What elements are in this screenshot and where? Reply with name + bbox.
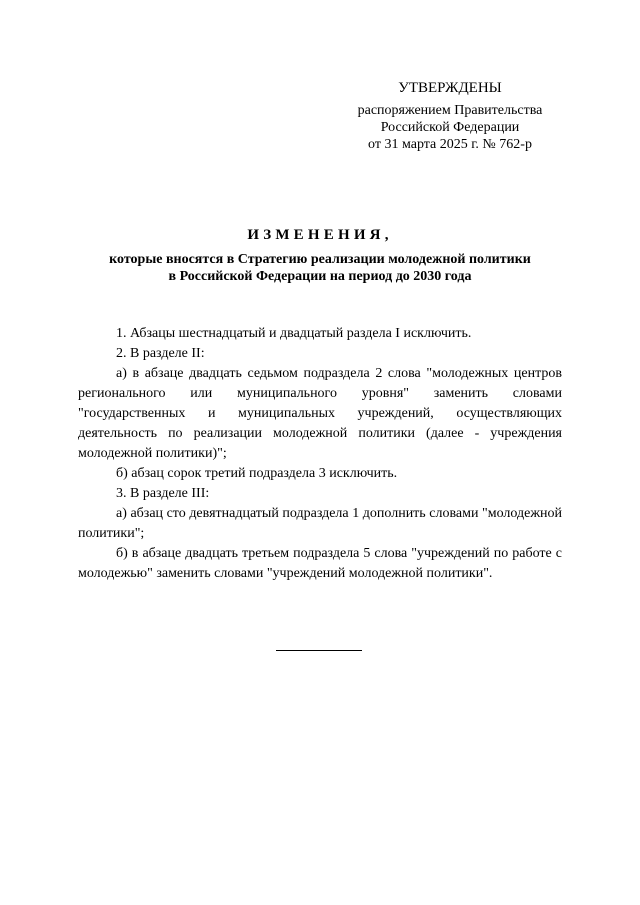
paragraph-3: а) в абзаце двадцать седьмом подраздела 2 слова "молодежных центров регионального или муниципального уровня" заменить словами "государственных и муниципальных учреждений, осуществляющих деятельность по реализации молодежной политики (далее - учреждения молодежной политики)";	[78, 366, 562, 461]
paragraph-4: б) абзац сорок третий подраздела 3 исключить.	[116, 466, 398, 481]
approval-line-3: от 31 марта 2025 г. № 762-р	[368, 137, 532, 152]
approval-line-2: Российской Федерации	[380, 120, 520, 135]
paragraph-5: 3. В разделе III:	[116, 486, 210, 501]
subtitle-line-2: в Российской Федерации на период до 2030 года	[168, 269, 472, 284]
end-separator-line	[276, 650, 362, 651]
subtitle-line-1: которые вносятся в Стратегию реализации молодежной политики	[109, 252, 531, 267]
document-body	[78, 324, 562, 584]
approval-line-1: распоряжением Правительства	[357, 103, 543, 118]
document-subtitle	[78, 251, 562, 285]
approval-block	[340, 80, 560, 153]
document-title: ИЗМЕНЕНИЯ,	[247, 227, 393, 243]
approval-heading: УТВЕРЖДЕНЫ	[398, 80, 502, 96]
paragraph-2: 2. В разделе II:	[116, 346, 205, 361]
paragraph-1: 1. Абзацы шестнадцатый и двадцатый раздела I исключить.	[116, 326, 472, 341]
paragraph-6: а) абзац сто девятнадцатый подраздела 1 дополнить словами "молодежной политики";	[78, 506, 562, 541]
paragraph-7: б) в абзаце двадцать третьем подраздела 5 слова "учреждений по работе с молодежью" заменить словами "учреждений молодежной политики".	[78, 546, 562, 581]
document-title-block	[78, 227, 562, 285]
